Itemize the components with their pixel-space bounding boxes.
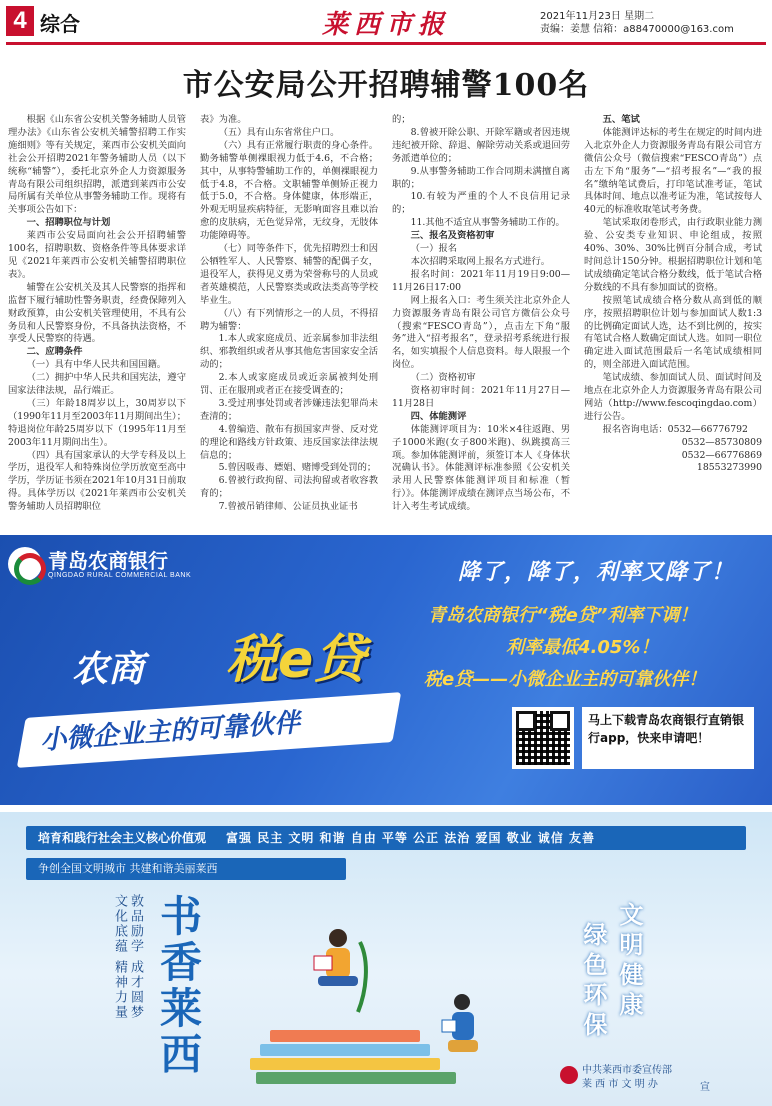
article-paragraph: 表》为准。 (200, 114, 247, 125)
app-callout (582, 707, 754, 769)
book-icon (250, 1058, 440, 1070)
article-paragraph: （七）同等条件下，优先招聘烈士和因公牺牲军人、人民警察、辅警的配偶子女，退役军人，获得见义勇为荣誉称号的人员或者英雄模范，人民警察类或政法类高等学校毕业生。 (200, 243, 378, 306)
sponsor-org-2: 莱 西 市 文 明 办 (582, 1079, 658, 1090)
bank-logo (8, 547, 191, 581)
ad-rate-cut: 青岛农商银行“税e贷”利率下调！ (428, 605, 698, 626)
article-paragraph: 6.曾被行政拘留、司法拘留或者收容教育的； (200, 475, 378, 500)
bank-name: 青岛农商银行 (48, 548, 168, 573)
article-paragraph: 0532—66776869 (681, 449, 762, 461)
city-bar: 争创全国文明城市 共建和谐美丽莱西 (26, 858, 346, 880)
article-column-3 (392, 114, 570, 532)
article-paragraph: 3.受过刑事处罚或者涉嫌违法犯罪尚未查清的； (200, 397, 378, 422)
civic-advertisement (0, 812, 772, 1106)
reading-title: 书香莱西 (154, 894, 203, 1078)
article-body (8, 114, 764, 532)
book-stack (250, 1030, 580, 1090)
editor-info: 责编：姜慧 信箱：a88470000@163.com (540, 24, 734, 35)
article-paragraph: 三、报名及资格初审 (410, 230, 495, 242)
product-name: 税e贷 (226, 630, 366, 690)
article-column-1 (8, 114, 186, 532)
article-paragraph: （八）有下列情形之一的人员，不得招聘为辅警： (200, 307, 378, 332)
issue-date: 2021年11月23日 星期二 (540, 11, 655, 22)
values-bar (26, 826, 746, 850)
sponsor-tail: 宣 (700, 1082, 710, 1093)
party-emblem-icon (560, 1066, 578, 1084)
article-paragraph: 0532—85730809 (681, 436, 762, 448)
article-paragraph: 8.曾被开除公职、开除军籍或者因违规违纪被开除、辞退、解除劳动关系或退回劳务派遣单位的； (392, 126, 570, 164)
article-paragraph: （五）具有山东省常住户口。 (218, 126, 340, 138)
newspaper-masthead: 莱西市报 (322, 10, 451, 40)
ad-tagline: 税e贷——小微企业主的可靠伙伴！ (424, 669, 707, 690)
vertical-slogan-civil: 文明健康 (615, 902, 643, 1022)
article-paragraph: 按照笔试成绩合格分数从高到低的顺序，按照招聘职位计划与参加面试人数1:3的比例确定面试人选，达不到比例的，按实有笔试合格人数确定面试人选。如同一职位确定进入面试范围最后一名笔试成绩相同的，则全部进入面试范围。 (584, 294, 762, 371)
values-list: 富强 民主 文明 和谐 自由 平等 公正 法治 爱国 敬业 诚信 友善 (226, 831, 595, 845)
app-callout-text: 马上下载青岛农商银行直销银行app，快来申请吧！ (588, 713, 745, 745)
article-paragraph: 莱西市公安局面向社会公开招聘辅警100名，招聘职数、资格条件等具体要求详见《2021年莱西市公安机关辅警招聘职位表》。 (8, 230, 186, 280)
ad-banner-text: 小微企业主的可靠伙伴 (39, 707, 301, 757)
article-paragraph: （一）具有中华人民共和国国籍。 (26, 359, 167, 371)
article-paragraph: 笔试成绩、参加面试人员、面试时间及地点在北京外企人力资源服务青岛有限公司网站（http://www.fescoqingdao.com）进行公告。 (584, 372, 762, 422)
article-paragraph: 7.曾被吊销律师、公证员执业证书 (218, 501, 358, 513)
qr-code-icon (516, 711, 570, 765)
article-paragraph: 网上报名入口：考生须关注北京外企人力资源服务青岛有限公司官方微信公众号（搜索“FESCO青岛”），点击左下角“服务”进入“招考报名”，登录招考系统进行报名，如实填报个人信息资料。每人限报一个岗位。 (392, 294, 570, 371)
article-column-2 (200, 114, 378, 532)
article-paragraph: 报名咨询电话：0532—66776792 (602, 423, 748, 435)
article-paragraph: 4.曾编造、散布有损国家声誉、反对党的理论和路线方针政策、违反国家法律法规信息的； (200, 423, 378, 461)
article-paragraph: 根据《山东省公安机关警务辅助人员管理办法》《山东省公安机关辅警招聘工作实施细则》等有关规定，莱西市公安机关面向社会公开招聘2021年警务辅助人员（以下统称“辅警”），委托北京外企人力资源服务青岛有限公司组织招聘，派遣到莱西市公安局所属有关单位从事警务辅助工作。现将有关事项公告如下： (8, 114, 186, 216)
article-paragraph: （三）年龄18周岁以上，30周岁以下（1990年11月至2003年11月期间出生）；特退岗位年龄25周岁以下（1995年11月至2003年11月期间出生）。 (8, 397, 186, 448)
article-paragraph: （六）具有正常履行职责的身心条件。勤务辅警单侧裸眼视力低于4.6，不合格；其中，从事特警辅助工作的，单侧裸眼视力低于4.8，不合格。文职辅警单侧矫正视力低于5.0，不合格。身体健康，体形端正，外观无明显疾病特征，无影响面容且难以治愈的皮肤病，无色觉异常，无纹身，无肢体功能障碍等。 (200, 139, 378, 242)
page-number: 4 (6, 6, 34, 36)
vertical-slogan-1: 文化底蕴 精神力量 (112, 894, 127, 1021)
book-icon (260, 1044, 430, 1056)
article-paragraph: 的； (392, 114, 411, 125)
reader-illustration-icon (300, 922, 370, 1022)
article-paragraph: 四、体能测评 (410, 410, 467, 422)
article-paragraph: 资格初审时间：2021年11月27日—11月28日 (392, 385, 570, 409)
issue-meta (540, 10, 734, 36)
article-column-4 (584, 114, 762, 532)
article-paragraph: 10.有较为严重的个人不良信用记录的； (392, 191, 570, 216)
bank-name-en: QINGDAO RURAL COMMERCIAL BANK (48, 571, 192, 579)
vertical-slogan-2: 敦品励学 成才圆梦 (128, 894, 143, 1021)
article-paragraph: 体能测评达标的考生在规定的时间内进入北京外企人力资源服务青岛有限公司官方微信公众号（微信搜索“FESCO青岛”）点击左下角“服务”—“招考报名”—“我的报名”缴纳笔试费后，打印笔试准考证，笔试具体时间、地点以准考证为准，笔试按每人40元的标准收取笔试考务费。 (584, 126, 762, 216)
section-title: 综合 (40, 12, 80, 36)
article-paragraph: 体能测评项目为：10米×4往返跑、男子1000米跑(女子800米跑)、纵跳摸高三项。参加体能测评前，须签订本人《身体状况确认书》。体能测评标准参照《公安机关录用人民警察体能测评项目和标准（暂行）》。体能测评成绩在测评点当场公布，不计入考生考试成绩。 (392, 423, 570, 513)
article-paragraph: （二）资格初审 (410, 372, 476, 384)
article-paragraph: 18553273990 (696, 462, 762, 474)
bank-advertisement (0, 535, 772, 805)
page-header (0, 0, 772, 44)
sponsor-org-1: 中共莱西市委宣传部 (582, 1065, 672, 1076)
article-paragraph: 报名时间：2021年11月19日9:00—11月26日17:00 (392, 268, 570, 293)
product-prefix: 农商 (72, 649, 145, 690)
article-paragraph: 5.曾因吸毒、嫖娼、赌博受到处罚的； (218, 462, 377, 474)
article-paragraph: （一）报名 (410, 243, 458, 255)
book-icon (270, 1030, 420, 1042)
article-paragraph: 五、笔试 (602, 114, 640, 125)
article-paragraph: （四）具有国家承认的大学专科及以上学历，退役军人和特殊岗位学历放宽至高中学历，学历证书须在2021年10月31日前取得。具体学历以《2021年莱西市公安机关警务辅助人员招聘职位 (8, 449, 186, 513)
vertical-slogan-green: 绿色环保 (579, 922, 607, 1042)
header-rule (6, 42, 766, 45)
article-paragraph: 9.从事警务辅助工作合同期未满擅自离职的； (392, 165, 570, 190)
article-paragraph: （二）拥护中华人民共和国宪法，遵守国家法律法规，品行端正。 (8, 372, 186, 397)
article-paragraph: 二、应聘条件 (26, 346, 83, 358)
article-paragraph: 11.其他不适宜从事警务辅助工作的。 (410, 217, 565, 229)
article-headline: 市公安局公开招聘辅警100名 (182, 68, 590, 103)
article-paragraph: 一、招聘职位与计划 (26, 217, 111, 229)
qr-code[interactable] (512, 707, 574, 769)
bank-logo-icon (8, 547, 42, 581)
article-paragraph: 本次招聘采取网上报名方式进行。 (410, 255, 551, 267)
book-icon (256, 1072, 456, 1084)
article-paragraph: 笔试采取闭卷形式，由行政职业能力测验、公安类专业知识、申论组成，按照40%、30%、30%比例百分制合成，考试时间总计150分钟。根据招聘职位计划和笔试成绩确定笔试合格分数线，低于笔试合格分数线的不具有参加面试的资格。 (584, 217, 762, 293)
values-label: 培育和践行社会主义核心价值观 (38, 831, 207, 845)
sponsor-orgs (582, 1064, 672, 1092)
article-paragraph: 1.本人或家庭成员、近亲属参加非法组织、邪教组织或者从事其他危害国家安全活动的； (200, 333, 378, 371)
ad-rate-min: 利率最低4.05%！ (506, 637, 659, 658)
article-paragraph: 辅警在公安机关及其人民警察的指挥和监督下履行辅助性警务职责，经费保障列入财政预算，由公安机关管理使用，不具有公务员和人民警察身份，不具备执法资格，不享受人民警察的待遇。 (8, 281, 186, 345)
ad-slogan: 降了，降了，利率又降了！ (458, 560, 735, 585)
article-paragraph: 2.本人或家庭成员或近亲属被判处刑罚、正在服刑或者正在接受调查的； (200, 372, 378, 397)
